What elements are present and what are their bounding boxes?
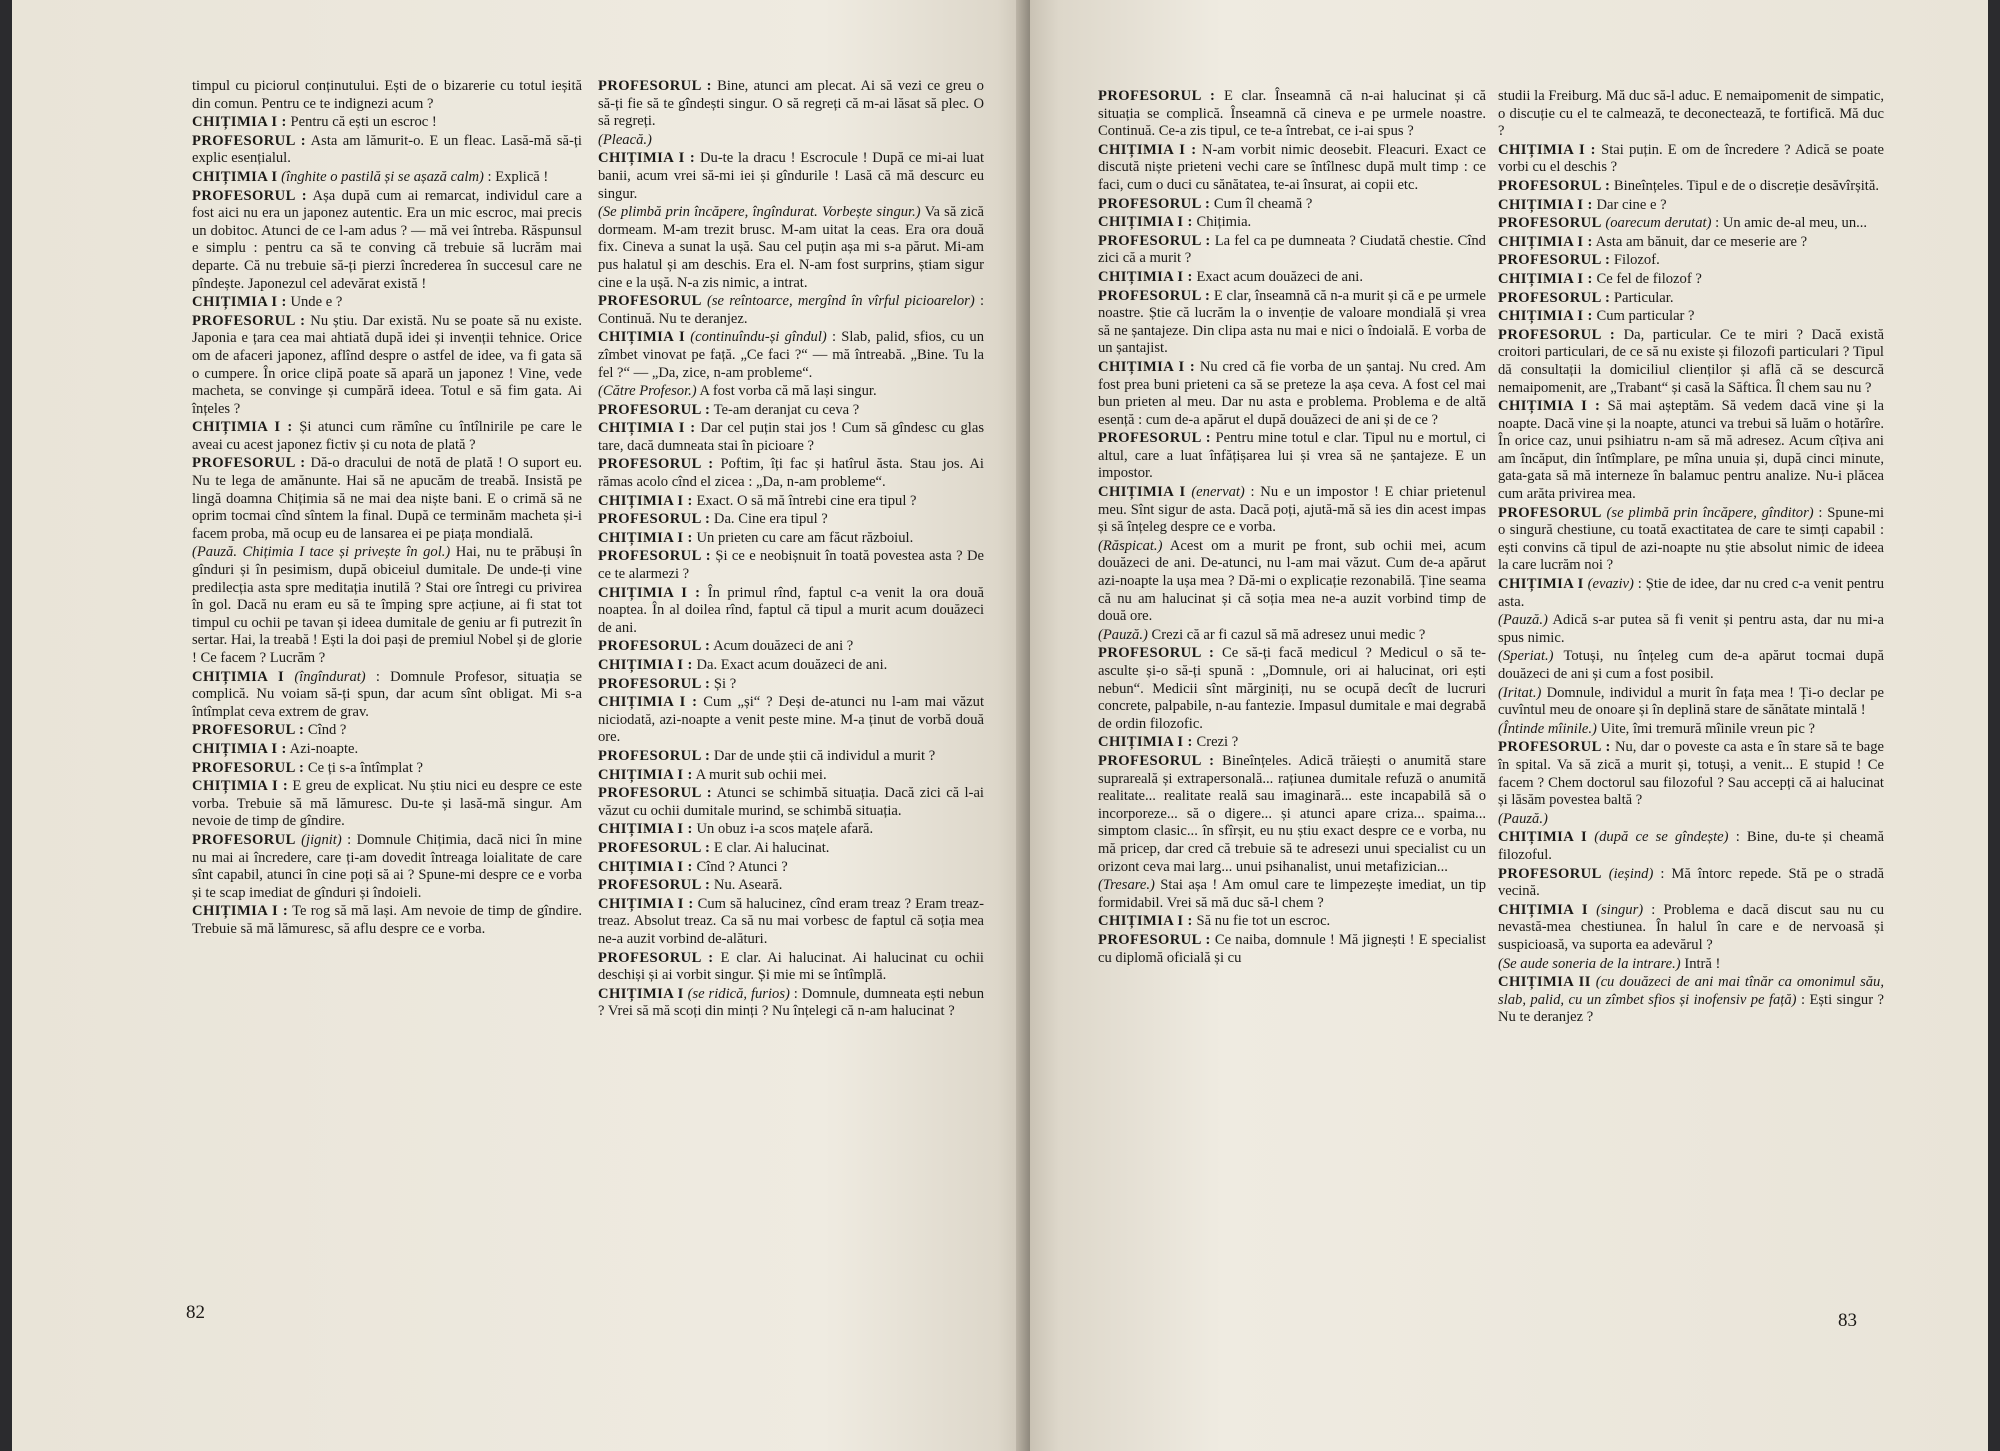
dialogue-paragraph (1498, 739, 1884, 809)
speaker-name: CHIȚIMIA I : (598, 492, 693, 509)
stage-direction: (ieșind) (1608, 865, 1654, 882)
speaker-name: PROFESORUL : (192, 132, 307, 149)
dialogue-text: : Spune-mi o singură chestiune, cu toată exactitatea de care te simți capabil : ești convins că tipul de azi-noapte nu știe absolut nimic de ideea la care lucrăm noi ? (1498, 504, 1884, 574)
dialogue-text: Nu știu. Dar există. Nu se poate să nu existe. Japonia e țara cea mai ahtiată după idei și invenții tehnice. Orice om de afaceri japonez, aflînd despre o astfel de idee, va fi gata să o cumpere. În orice clipă poate să apară un japonez ! Vine, vede macheta, se convinge și cumpără ideea. Totul e să fim gata. Ai înțeles ? (192, 312, 582, 417)
dialogue-text: : Problema e dacă discut sau nu cu nevastă-mea chestiunea. În halul în care e de nervoasă și suspicioasă, va suporta ea adevărul ? (1498, 901, 1884, 953)
stage-direction: (Către Profesor.) (598, 383, 697, 400)
speaker-name: CHIȚIMIA I (598, 985, 684, 1002)
dialogue-text: Bine, atunci am plecat. Ai să vezi ce greu o să-ți fie să te gîndești singur. O să regreți că m-ai lăsat să plec. O să regreți. (598, 78, 984, 130)
dialogue-paragraph (192, 114, 582, 132)
dialogue-paragraph (598, 950, 984, 985)
speaker-name: CHIȚIMIA I : (1098, 358, 1196, 375)
speaker-name: PROFESORUL : (1098, 931, 1211, 948)
dialogue-text: Acum douăzeci de ani ? (713, 638, 854, 655)
dialogue-paragraph (598, 986, 984, 1021)
dialogue-text: Stai puțin. E om de încredere ? Adică se poate vorbi cu el deschis ? (1498, 141, 1884, 176)
dialogue-text: A fost vorba că mă lași singur. (699, 383, 877, 400)
dialogue-paragraph (1098, 142, 1486, 195)
speaker-name: CHIȚIMIA I : (598, 895, 694, 912)
dialogue-text: Totuși, nu înțeleg cum de-a apărut tocmai după douăzeci de ani și cum a fost posibil. (1498, 648, 1884, 682)
dialogue-text: Filozof. (1613, 252, 1660, 269)
dialogue-text: Dar cine e ? (1596, 196, 1667, 213)
dialogue-text: Da, particular. Ce te miri ? Dacă există croitori particulari, de ce să nu existe și filozofi particulari ? Tipul dă consultații la domiciliul clienților și află că se descurcă nemaipomenit, are „Trabant“ și casă la Săftica. Îl chem sau nu ? (1498, 326, 1884, 396)
stage-direction: (înghite o pastilă și se așază calm) (281, 168, 484, 185)
speaker-name: PROFESORUL : (598, 548, 711, 565)
text-column-2 (598, 78, 984, 1022)
dialogue-text: Atunci se schimbă situația. Dacă zici că l-ai văzut cu ochii dumitale murind, se schimbă situația. (598, 785, 984, 819)
speaker-name: PROFESORUL : (1098, 287, 1211, 304)
speaker-name: CHIȚIMIA I : (1098, 913, 1193, 930)
stage-direction: (Speriat.) (1498, 648, 1554, 665)
dialogue-text: În primul rînd, faptul c-a venit la ora două noaptea. În al doilea rînd, faptul că tipul a murit acum douăzeci de ani. (598, 584, 984, 636)
dialogue-paragraph (1098, 538, 1486, 626)
speaker-name: CHIȚIMIA I : (598, 657, 693, 673)
dialogue-text: Va să zică dormeam. M-am trezit brusc. M-am uitat la ceas. Era ora două fix. Cineva a sunat la ușă. Sau cel puțin așa mi s-a părut. Mi-am pus halatul și am deschis. Era el. N-am fost surprins, știam sigur cine e la ușă. N-a zis nimic, a intrat. (598, 204, 985, 291)
page-number-right: 83 (1838, 1310, 1857, 1331)
dialogue-paragraph (1498, 648, 1884, 683)
dialogue-text: Ce ți s-a întîmplat ? (307, 759, 424, 776)
stage-direction: (se reîntoarce, mergînd în vîrful picioarelor) (707, 293, 975, 310)
dialogue-paragraph (1098, 233, 1486, 268)
speaker-name: PROFESORUL : (598, 511, 711, 528)
speaker-name: PROFESORUL : (598, 747, 711, 764)
speaker-name: CHIȚIMIA I (1098, 484, 1186, 501)
stage-direction: (Pauză. Chițimia I tace și privește în gol.) (192, 544, 451, 561)
dialogue-text: Și atunci cum rămîne cu întîlnirile pe care le aveai cu acest japonez fictiv și cu nota de plată ? (192, 419, 582, 453)
dialogue-paragraph (1498, 576, 1884, 611)
dialogue-paragraph (192, 188, 582, 294)
dialogue-text: Nu. Aseară. (713, 877, 783, 894)
stage-direction: (Tresare.) (1098, 877, 1155, 894)
dialogue-text: Cum să halucinez, cînd eram treaz ? Eram treaz-treaz. Absolut treaz. Ca să nu mai vorbesc de faptul că soția mea ne-a auzit vorbind de-alături. (598, 895, 984, 947)
text-column-1 (192, 78, 582, 940)
speaker-name: PROFESORUL : (1498, 177, 1611, 194)
speaker-name: CHIȚIMIA I : (1098, 734, 1193, 751)
dialogue-text: Cînd ? Atunci ? (696, 858, 788, 875)
stage-direction: (singur) (1596, 901, 1644, 918)
dialogue-text: Crezi că ar fi cazul să mă adresez unui medic ? (1151, 626, 1426, 643)
dialogue-text: Adică s-ar putea să fi venit și pentru asta, dar nu mi-a spus nimic. (1498, 612, 1884, 646)
dialogue-paragraph (192, 722, 582, 740)
dialogue-text: Du-te la dracu ! Escrocule ! După ce mi-ai luat banii, acum vrei să-mi iei și gîndurile ! Lasă că mă descurc eu singur. (598, 150, 985, 202)
dialogue-paragraph (1498, 505, 1884, 575)
dialogue-paragraph (192, 903, 582, 938)
stage-direction: (Pauză.) (1098, 626, 1148, 643)
dialogue-paragraph (598, 877, 984, 895)
dialogue-text: : Nu e un impostor ! E chiar prietenul meu. Sînt sigur de asta. Dacă poți, ajută-mă să ies din acest impas și să înțeleg despre ce e vorba. (1098, 484, 1486, 536)
speaker-name: PROFESORUL : (598, 839, 711, 856)
dialogue-paragraph (598, 638, 984, 656)
speaker-name: PROFESORUL : (1098, 232, 1211, 249)
stage-direction: (Întinde mîinile.) (1498, 720, 1597, 737)
speaker-name: CHIȚIMIA I : (1498, 233, 1593, 250)
dialogue-text: Dă-o dracului de notă de plată ! O suport eu. Nu te lega de amănunte. Hai să ne apucăm de treabă. Insistă pe lingă doamna Chițimia să ne mai dea niște bani. E o crimă să ne oprim tocmai cînd sîntem la final. După ce terminăm macheta și-i facem proba, mă ocup eu de lansarea ei pe piața mondială. (192, 455, 582, 542)
dialogue-paragraph (598, 585, 984, 638)
speaker-name: CHIȚIMIA I (598, 329, 686, 346)
stage-direction: (îngîndurat) (294, 668, 366, 685)
text-column-3 (1098, 88, 1486, 968)
dialogue-text: Te rog să mă lași. Am nevoie de timp de gîndire. Trebuie să mă lămuresc, să aflu despre ce e vorba. (192, 903, 582, 937)
dialogue-paragraph (598, 329, 984, 382)
speaker-name: CHIȚIMIA I : (1098, 268, 1193, 285)
dialogue-text: Hai, nu te prăbuși în gînduri și în pesimism, după obiceiul dumitale. De unde-ți vine predilecția asta spre meditația inutilă ? Stai ore întregi cu privirea în gol. Dacă nu eram eu să te împing spre acțiune, ai fi stat tot timpul cu ochii pe tavan și ideea dumitale de geniu ar fi putrezit în sertar. Hai, la treabă ! Ești la doi pași de premiul Nobel și de glorie ! Ce facem ? Lucrăm ? (192, 544, 582, 666)
dialogue-paragraph (1498, 178, 1884, 196)
dialogue-paragraph (1498, 902, 1884, 955)
dialogue-paragraph (598, 402, 984, 420)
dialogue-text: Ce fel de filozof ? (1596, 270, 1702, 287)
dialogue-text: : Știe de idee, dar nu cred c-a venit pentru asta. (1498, 576, 1884, 610)
stage-direction: (cu douăzeci de ani mai tînăr ca omonimul său, slab, palid, cu un zîmbet sfios și inofensiv pe față) (1498, 974, 1885, 1008)
speaker-name: CHIȚIMIA I : (1498, 398, 1601, 415)
stage-direction: (enervat) (1191, 484, 1245, 501)
speaker-name: CHIȚIMIA I : (1498, 270, 1593, 287)
dialogue-paragraph (1098, 753, 1486, 876)
dialogue-text: : Domnule Chițimia, dacă nici în mine nu mai ai încredere, care ți-am dovedit întreaga loialitate de care sînt capabil, atunci în cine poți să ai ? Spune-mi despre ce e vorba și te scap imediat de gînduri și îndoieli. (192, 831, 582, 901)
speaker-name: PROFESORUL : (598, 638, 711, 655)
dialogue-text: Nu, dar o poveste ca asta e în stare să te bage în spital. Va să zică a murit și, totuși, a venit... E stupid ! Ce facem ? Chem doctorul sau filozoful ? Sau accepți că ai halucinat și lăsăm povestea baltă ? (1498, 739, 1884, 809)
dialogue-text: Exact acum douăzeci de ani. (1196, 268, 1363, 285)
dialogue-text: Unde e ? (290, 294, 343, 311)
speaker-name: PROFESORUL : (1098, 752, 1215, 769)
stage-direction: (evaziv) (1587, 576, 1634, 593)
speaker-name: CHIȚIMIA I : (192, 419, 293, 436)
speaker-name: CHIȚIMIA II (1498, 974, 1591, 991)
speaker-name: CHIȚIMIA I (1498, 829, 1588, 846)
dialogue-text: Să mai așteptăm. Să vedem dacă vine și la noapte. Dacă vine și la noapte, atunci va trebui să luăm o hotărîre. În orice caz, unui psihiatru n-am să mă adresez. Acum cîțiva ani am încăput, din întîmplare, pe mîna unuia și, după cinci minute, gata-gata să mă interneze în balamuc pentru analize. Nu-i plăcea cum arăta privirea mea. (1498, 398, 1884, 503)
speaker-name: PROFESORUL : (598, 78, 712, 94)
stage-direction: (oarecum derutat) (1605, 215, 1712, 232)
dialogue-paragraph (1098, 734, 1486, 752)
speaker-name: CHIȚIMIA I : (1498, 196, 1593, 213)
dialogue-paragraph (1498, 215, 1884, 233)
speaker-name: PROFESORUL : (192, 455, 306, 472)
speaker-name: PROFESORUL : (1498, 326, 1616, 343)
speaker-name: CHIȚIMIA I : (598, 420, 696, 437)
speaker-name: PROFESORUL : (1498, 289, 1611, 306)
dialogue-text: studii la Freiburg. Mă duc să-l aduc. E nemaipomenit de simpatic, o discuție cu el te calmează, te deconectează, te fortifică. Mă duc ? (1498, 88, 1884, 140)
dialogue-paragraph (598, 78, 984, 131)
dialogue-paragraph (598, 456, 984, 491)
speaker-name: CHIȚIMIA I : (598, 821, 693, 838)
speaker-name: CHIȚIMIA I : (598, 529, 693, 546)
speaker-name: CHIȚIMIA I (192, 168, 278, 185)
dialogue-text: : Domnule Profesor, situația se complică. Nu voiam să-ți spun, dar acum sînt obligat. Mi s-a întîmplat ceva extrem de grav. (192, 668, 582, 720)
dialogue-text: Da. Cine era tipul ? (713, 511, 828, 528)
speaker-name: CHIȚIMIA I (1498, 576, 1584, 593)
dialogue-text: Și ce e neobișnuit în toată povestea asta ? De ce te alarmezi ? (598, 548, 984, 583)
dialogue-text: Chițimia. (1196, 214, 1252, 231)
dialogue-paragraph (1498, 721, 1884, 739)
dialogue-text: timpul cu piciorul conținutului. Ești de o bizarerie cu totul ieșită din comun. Pentru ce te indignezi acum ? (192, 78, 582, 112)
dialogue-paragraph (598, 150, 984, 203)
speaker-name: CHIȚIMIA I (192, 668, 285, 685)
dialogue-paragraph (598, 676, 984, 694)
dialogue-text: Dar cel puțin stai jos ! Cum să gîndesc cu glas tare, dacă dumneata stai în picioare ? (598, 420, 984, 454)
dialogue-paragraph (598, 896, 984, 949)
dialogue-text: E clar. Ai halucinat. (713, 839, 830, 856)
dialogue-text: Cum îl cheamă ? (1213, 195, 1313, 212)
speaker-name: PROFESORUL (192, 831, 296, 848)
speaker-name: CHIȚIMIA I (1498, 901, 1588, 918)
dialogue-text: A murit sub ochii mei. (695, 766, 827, 783)
dialogue-text: Cum „și“ ? Deși de-atunci nu l-am mai văzut niciodată, azi-noapte a venit peste mine. M-a ținut de vorbă două ore. (598, 694, 984, 746)
dialogue-paragraph (1098, 913, 1486, 931)
dialogue-paragraph (1098, 359, 1486, 429)
dialogue-text: Să nu fie tot un escroc. (1196, 913, 1331, 930)
stage-direction: (Se plimbă prin încăpere, îngîndurat. Vorbește singur.) (598, 204, 921, 221)
speaker-name: PROFESORUL (1498, 504, 1602, 521)
dialogue-text: Bineînțeles. Adică trăiești o anumită stare suprareală și extrapersonală... rațiunea dumitale refuză o anumită realitate... realitate reală sau imaginară... este incapabilă să o incorporeze... să o digere... și atunci apare criza... spaima... simptom clasic... în sfîrșit, eu nu știu exact despre ce e vorba, nu mă pricep, dar cred că trebuie să te adresezi unui specialist cu un orizont ceva mai larg... unui psihanalist, unui metafizician... (1098, 752, 1486, 875)
dialogue-paragraph (192, 455, 582, 543)
dialogue-paragraph (192, 294, 582, 312)
dialogue-text: : Ești singur ? Nu te deranjez ? (1498, 991, 1884, 1026)
speaker-name: CHIȚIMIA I : (192, 114, 287, 131)
dialogue-text: : Slab, palid, sfios, cu un zîmbet vinovat pe față. „Ce faci ?“ — mă întreabă. „Bine. Tu la fel ?“ — „Da, zice, n-am probleme“. (598, 329, 985, 381)
dialogue-paragraph (1098, 627, 1486, 645)
dialogue-paragraph (598, 548, 984, 583)
dialogue-text: Un prieten cu care am făcut războiul. (696, 529, 914, 546)
dialogue-paragraph (598, 694, 984, 747)
dialogue-paragraph (598, 657, 984, 675)
dialogue-paragraph (192, 133, 582, 168)
dialogue-paragraph (1498, 685, 1884, 720)
dialogue-paragraph (598, 785, 984, 820)
dialogue-text: Un obuz i-a scos mațele afară. (696, 821, 874, 838)
speaker-name: CHIȚIMIA I : (598, 584, 701, 601)
stage-direction: (Pleacă.) (598, 131, 652, 148)
dialogue-text: La fel ca pe dumneata ? Ciudată chestie. Cînd zici că a murit ? (1098, 232, 1486, 267)
dialogue-paragraph (598, 204, 984, 292)
dialogue-paragraph (1098, 269, 1486, 287)
speaker-name: PROFESORUL : (1098, 195, 1211, 212)
dialogue-text: Poftim, îți fac și hatîrul ăsta. Stau jos. Ai rămas acolo cînd el zicea : „Da, n-am probleme“. (598, 456, 984, 491)
dialogue-text: Te-am deranjat cu ceva ? (713, 401, 860, 418)
dialogue-paragraph (1498, 252, 1884, 270)
speaker-name: PROFESORUL : (192, 187, 307, 204)
dialogue-text: Ce naiba, domnule ! Mă jignești ! E specialist cu diplomă oficială și cu (1098, 931, 1486, 966)
text-column-4 (1498, 88, 1884, 1028)
dialogue-text: : Un amic de-al meu, un... (1715, 215, 1868, 232)
speaker-name: PROFESORUL : (598, 456, 714, 473)
speaker-name: PROFESORUL : (1498, 739, 1611, 756)
dialogue-paragraph (1498, 956, 1884, 974)
dialogue-paragraph (1098, 430, 1486, 483)
dialogue-paragraph (1498, 234, 1884, 252)
dialogue-paragraph (1498, 88, 1884, 141)
stage-direction: (se ridică, furios) (687, 985, 790, 1002)
dialogue-text: Intră ! (1684, 955, 1721, 972)
dialogue-paragraph (192, 778, 582, 831)
dialogue-text: Acest om a murit pe front, sub ochii mei, acum douăzeci de ani. De-atunci, nu l-am mai văzut. Cum de-a apărut azi-noapte la ușa mea ? Dă-mi o explicație rezonabilă. Ține seama că nu am halucinat și că soția mea ne-a auzit vorbind timp de două ore. (1098, 537, 1487, 625)
dialogue-text: Asta am lămurit-o. E un fleac. Lasă-mă să-ți explic esențialul. (192, 132, 582, 167)
speaker-name: PROFESORUL : (598, 675, 711, 692)
stage-direction: (Se aude soneria de la intrare.) (1498, 955, 1681, 972)
right-page (1030, 0, 1988, 1451)
stage-direction: (după ce se gîndește) (1594, 829, 1729, 846)
speaker-name: PROFESORUL (1498, 215, 1602, 232)
dialogue-paragraph (1098, 645, 1486, 733)
dialogue-paragraph (598, 420, 984, 455)
dialogue-paragraph (598, 383, 984, 401)
speaker-name: PROFESORUL : (1098, 88, 1216, 104)
dialogue-text: Bineînțeles. Tipul e de o discreție desăvîrșită. (1613, 177, 1879, 194)
stage-direction: (continuîndu-și gîndul) (690, 329, 827, 346)
dialogue-text: E greu de explicat. Nu știu nici eu despre ce este vorba. Trebuie să mă lămuresc. Du-te și lasă-mă singur. Am nevoie de timp de gîndire. (192, 778, 582, 830)
speaker-name: CHIȚIMIA I : (1498, 308, 1593, 325)
dialogue-paragraph (1098, 88, 1486, 141)
dialogue-text: Dar de unde știi că individul a murit ? (713, 747, 936, 764)
dialogue-paragraph (598, 493, 984, 511)
dialogue-paragraph (1098, 288, 1486, 358)
speaker-name: CHIȚIMIA I : (598, 150, 696, 167)
dialogue-text: Nu cred că fie vorba de un șantaj. Nu cred. Am fost prea buni prieteni ca să se pretezе la așa ceva. A fost cel mai bun prieten al meu. Dar nu asta e problema. Problema e de altă esență : cum de-a apărut el după douăzeci de ani și de ce ? (1098, 358, 1487, 428)
dialogue-paragraph (1098, 196, 1486, 214)
speaker-name: PROFESORUL : (1098, 430, 1212, 447)
dialogue-paragraph (192, 760, 582, 778)
dialogue-text: Uite, îmi tremură mîinile vreun pic ? (1600, 720, 1815, 737)
speaker-name: PROFESORUL : (192, 722, 305, 739)
dialogue-paragraph (1498, 271, 1884, 289)
dialogue-paragraph (1498, 811, 1884, 829)
dialogue-paragraph (192, 169, 582, 187)
dialogue-paragraph (1498, 308, 1884, 326)
dialogue-paragraph (598, 293, 984, 328)
dialogue-text: Asta am bănuit, dar ce meserie are ? (1595, 233, 1808, 250)
dialogue-text: E clar. Înseamnă că n-ai halucinat și că situația se complică. Înseamnă că cineva e pe urmele noastre. Continuă. Ce-a zis tipul, ce te-a întrebat, ce i-ai spus ? (1098, 88, 1486, 140)
dialogue-paragraph (1498, 866, 1884, 901)
dialogue-paragraph (1498, 197, 1884, 215)
speaker-name: PROFESORUL : (192, 759, 305, 776)
dialogue-paragraph (192, 313, 582, 419)
dialogue-paragraph (1498, 290, 1884, 308)
dialogue-text: Crezi ? (1196, 734, 1239, 751)
dialogue-paragraph (598, 840, 984, 858)
stage-direction: (Pauză.) (1498, 612, 1548, 629)
speaker-name: CHIȚIMIA I : (598, 858, 693, 875)
stage-direction: (Răspicat.) (1098, 537, 1163, 554)
dialogue-paragraph (598, 821, 984, 839)
dialogue-paragraph (192, 741, 582, 759)
dialogue-paragraph (1098, 484, 1486, 537)
dialogue-paragraph (1098, 932, 1486, 967)
dialogue-paragraph (192, 832, 582, 902)
speaker-name: CHIȚIMIA I : (192, 778, 289, 795)
speaker-name: CHIȚIMIA I : (192, 903, 289, 920)
speaker-name: PROFESORUL (598, 293, 702, 310)
stage-direction: (se plimbă prin încăpere, gînditor) (1606, 504, 1814, 521)
dialogue-paragraph (1498, 974, 1884, 1027)
dialogue-paragraph (1098, 877, 1486, 912)
dialogue-text: : Bine, du-te și cheamă filozoful. (1498, 829, 1884, 863)
page-number-left: 82 (186, 1302, 205, 1323)
dialogue-text: E clar. Ai halucinat. Ai halucinat cu ochii deschiși și ai vorbit singur. Și mie mi se întîmplă. (598, 949, 984, 984)
dialogue-text: Pentru mine totul e clar. Tipul nu e mortul, ci altul, care a luat înfățișarea lui și vrea să ne șantajeze. E un impostor. (1098, 430, 1486, 482)
dialogue-paragraph (1498, 829, 1884, 864)
dialogue-text: : Domnule, dumneata ești nebun ? Vrei să mă scoți din minți ? Nu înțelegi că n-am halucinat ? (598, 985, 984, 1020)
speaker-name: CHIȚIMIA I : (192, 294, 287, 311)
speaker-name: CHIȚIMIA I : (1098, 141, 1197, 158)
dialogue-paragraph (598, 767, 984, 785)
dialogue-paragraph (598, 530, 984, 548)
dialogue-text: Stai așa ! Am omul care te limpezește imediat, un tip formidabil. Vrei să mă duc să-l chem ? (1098, 877, 1486, 911)
dialogue-text: E clar, înseamnă că n-a murit și că e pe urmele noastre. Știe că lucrăm la o invenție de valoare mondială și vrea să ne șantajeze. Din clipa asta nu mai e nici o îndoială. E vorba de un șantajist. (1098, 287, 1487, 357)
dialogue-text: N-am vorbit nimic deosebit. Fleacuri. Exact ce discută niște prieteni vechi care se întîlnesc după mult timp : ce faci, cum o duci cu sănătatea, te-ai însurat, ai copii etc. (1098, 141, 1486, 193)
speaker-name: PROFESORUL (1498, 865, 1602, 882)
speaker-name: CHIȚIMIA I : (1098, 214, 1193, 231)
dialogue-paragraph (1498, 612, 1884, 647)
stage-direction: (Iritat.) (1498, 684, 1542, 701)
dialogue-paragraph (192, 78, 582, 113)
speaker-name: PROFESORUL : (1498, 252, 1611, 269)
speaker-name: PROFESORUL : (598, 949, 714, 966)
dialogue-text: Exact. O să mă întrebi cine era tipul ? (696, 492, 917, 509)
dialogue-text: : Mă întorc repede. Stă pe o stradă vecină. (1498, 865, 1885, 900)
speaker-name: CHIȚIMIA I : (192, 740, 287, 757)
dialogue-paragraph (598, 748, 984, 766)
dialogue-paragraph (192, 544, 582, 667)
speaker-name: CHIȚIMIA I : (1498, 141, 1596, 158)
speaker-name: CHIȚIMIA I : (598, 766, 693, 783)
dialogue-paragraph (1498, 327, 1884, 397)
dialogue-text: Pentru că ești un escroc ! (290, 114, 437, 131)
speaker-name: CHIȚIMIA I : (598, 694, 698, 711)
dialogue-text: Particular. (1613, 289, 1674, 306)
dialogue-text: Așa după cum ai remarcat, individul care a fost aici nu era un japonez autentic. Era un mic escroc, mai precis un dobitoc. Atunci de ce l-am adus ? — mă vei întreba. Răspunsul e simplu : pentru ca să te conving că trebuie să lucrăm mai departe. Că nu trebuie să-ți pierzi încrederea în succesul care ne pîndește. Japonezul cel adevărat există ! (192, 187, 583, 292)
dialogue-text: : Explică ! (487, 168, 549, 185)
dialogue-paragraph (598, 859, 984, 877)
dialogue-paragraph (598, 132, 984, 150)
dialogue-text: Și ? (713, 675, 737, 692)
dialogue-paragraph (1498, 398, 1884, 504)
dialogue-paragraph (1098, 214, 1486, 232)
speaker-name: PROFESORUL : (1098, 645, 1215, 662)
dialogue-text: Da. Exact acum douăzeci de ani. (696, 657, 888, 673)
stage-direction: (jignit) (301, 831, 342, 848)
left-page (12, 0, 1028, 1451)
dialogue-text: Cînd ? (307, 722, 347, 739)
dialogue-paragraph (192, 669, 582, 722)
speaker-name: PROFESORUL : (598, 401, 711, 418)
speaker-name: PROFESORUL : (598, 877, 711, 894)
stage-direction: (Pauză.) (1498, 810, 1548, 827)
dialogue-paragraph (192, 419, 582, 454)
speaker-name: PROFESORUL : (192, 312, 306, 329)
speaker-name: PROFESORUL : (598, 785, 712, 802)
dialogue-text: Domnule, individul a murit în fața mea ! Ți-o declar pe cuvîntul meu de onoare și în deplină stare de sănătate mintală ! (1498, 684, 1884, 719)
dialogue-text: Ce să-ți facă medicul ? Medicul o să te-asculte și-o să-ți spună : „Domnule, ori ai halucinat, ori ești nebun“. Medicii sînt mărginiți, nu se ocupă decît de lucruri concrete, palpabile, n-au fantezie. Impasul dumitale e mai degrabă de ordin filozofic. (1098, 645, 1486, 732)
dialogue-paragraph (598, 511, 984, 529)
dialogue-text: Cum particular ? (1596, 308, 1695, 325)
dialogue-text: : Continuă. Nu te deranjez. (598, 293, 985, 327)
dialogue-text: Azi-noapte. (289, 740, 359, 757)
dialogue-paragraph (1498, 142, 1884, 177)
